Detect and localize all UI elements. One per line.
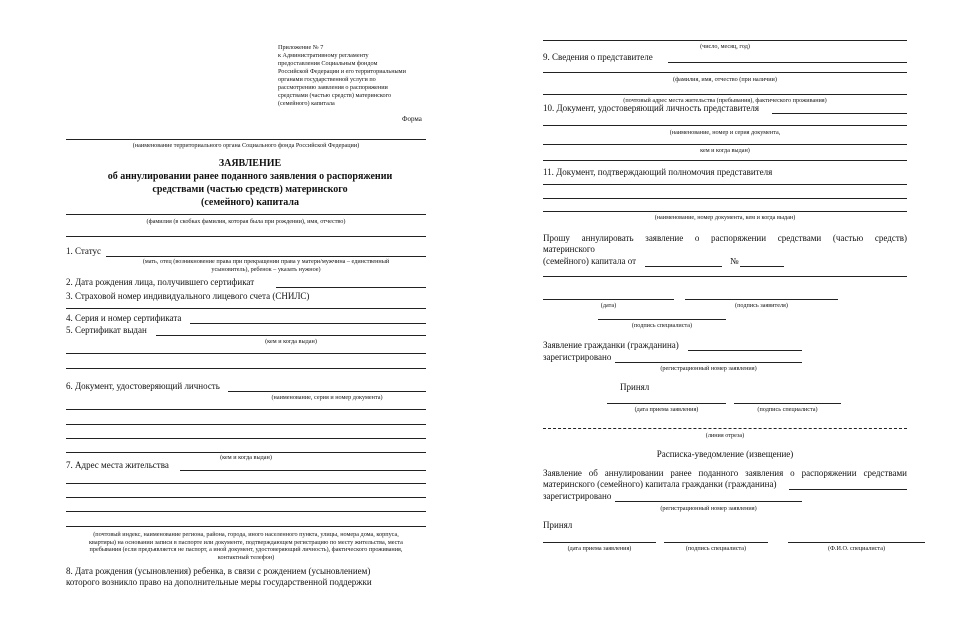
accept-spec-field[interactable] [734, 403, 841, 404]
child-birth-label-2: которого возникло право на дополнительные меры государственной поддержки [66, 577, 372, 587]
rep-date-line[interactable] [543, 40, 907, 41]
title-line: об аннулировании ранее поданного заявления о распоряжении [107, 171, 393, 182]
authority-line[interactable] [66, 139, 426, 140]
address-caption-line: (почтовый индекс, наименование региона, района, города, иного населенного пункта, улицы, номера дома, корпуса, [93, 531, 399, 538]
reg-number-field[interactable] [615, 362, 802, 363]
appendix-line: средствами (частью средств) материнского [278, 92, 392, 99]
rep-label: 9. Сведения о представителе [543, 52, 653, 62]
address-caption [62, 531, 430, 561]
cert-issued-field-3[interactable] [66, 368, 426, 369]
title-line: средствами (частью средств) материнского [152, 184, 348, 195]
request-number-field[interactable] [740, 266, 784, 267]
rep-doc-caption: (наименование, номер и серия документа, [669, 129, 781, 136]
appendix-line: рассмотрению заявления о распоряжении [278, 84, 388, 91]
sign-date-caption: (дата) [600, 302, 617, 309]
appendix-line: к Административному регламенту [278, 52, 369, 59]
address-field[interactable] [180, 470, 426, 471]
snils-field[interactable] [66, 308, 426, 309]
receipt-accepted: Принял [543, 520, 573, 530]
appendix-line: органами государственной услуги по [278, 76, 376, 83]
address-field-5[interactable] [66, 526, 426, 527]
cert-series-label: 4. Серия и номер сертификата [66, 313, 182, 323]
request-line-1: Прошу аннулировать заявление о распоряжении средствами (частью средств) [543, 233, 907, 243]
registered-label: зарегистрировано [543, 352, 612, 362]
receipt-reg-caption: (регистрационный номер заявления) [660, 505, 757, 512]
registered-app-field[interactable] [688, 350, 802, 351]
status-field[interactable] [106, 256, 426, 257]
receipt-date-caption: (дата приема заявления) [567, 545, 632, 552]
rep-power-label: 11. Документ, подтверждающий полномочия представителя [543, 167, 773, 177]
appendix-block [278, 44, 426, 108]
rep-doc-field-2[interactable] [543, 125, 907, 126]
id-doc-field-3[interactable] [66, 424, 426, 425]
receipt-date-field[interactable] [543, 542, 656, 543]
fio-line-2[interactable] [66, 236, 426, 237]
cert-issued-caption: (кем и когда выдан) [265, 338, 317, 345]
sign-specialist-field[interactable] [598, 319, 726, 320]
rep-doc-field[interactable] [772, 113, 907, 114]
rep-doc-issued-caption: кем и когда выдан) [700, 147, 750, 154]
receipt-fio-field[interactable] [788, 542, 925, 543]
sign-specialist-caption: (подпись специалиста) [631, 322, 693, 329]
fio-line[interactable] [66, 214, 426, 215]
receipt-reg-field[interactable] [615, 501, 802, 502]
id-doc-field-2[interactable] [66, 409, 426, 410]
snils-label: 3. Страховой номер индивидуального лицевого счета (СНИЛС) [66, 291, 310, 301]
receipt-registered: зарегистрировано [543, 491, 612, 501]
birth-date-label: 2. Дата рождения лица, получившего сертификат [66, 277, 255, 287]
registered-app-label: Заявление гражданки (гражданина) [543, 340, 679, 350]
accept-date-caption: (дата приема заявления) [634, 406, 699, 413]
request-line-3: (семейного) капитала от [543, 256, 637, 266]
rep-date-caption: (число, месяц, год) [700, 43, 750, 50]
address-field-2[interactable] [66, 483, 426, 484]
rep-power-field-2[interactable] [543, 198, 907, 199]
status-label: 1. Статус [66, 246, 101, 256]
id-doc-field-5[interactable] [66, 452, 426, 453]
form-label: Форма [402, 115, 422, 123]
appendix-line: Российской Федерации и его территориальными [278, 68, 406, 75]
sign-applicant-caption: (подпись заявителя) [735, 302, 788, 309]
rep-doc-field-3[interactable] [543, 144, 907, 145]
accepted-label: Принял [620, 382, 650, 392]
accept-date-field[interactable] [607, 403, 726, 404]
id-doc-label: 6. Документ, удостоверяющий личность [66, 381, 220, 391]
birth-date-field[interactable] [276, 287, 426, 288]
appendix-line: предоставления Социальным фондом [278, 60, 378, 67]
address-caption-line: пребывания (если предъявляется не паспорт, а иной документ, удостоверяющий личность), фактического проживания, [89, 546, 403, 553]
receipt-line-1: Заявление об аннулировании ранее поданного заявления о распоряжении средствами [543, 468, 907, 478]
rep-power-field[interactable] [543, 184, 907, 185]
rep-power-caption: (наименование, номер документа, кем и когда выдан) [654, 214, 796, 221]
receipt-title: Расписка-уведомление (извещение) [656, 449, 794, 459]
address-field-4[interactable] [66, 511, 426, 512]
cert-issued-label: 5. Сертификат выдан [66, 325, 147, 335]
address-caption-line: контактный телефон) [217, 553, 275, 561]
rep-fio-caption: (фамилия, имя, отчество (при наличии) [673, 76, 777, 83]
receipt-spec-caption: (подпись специалиста) [685, 545, 747, 552]
request-line-2: материнского [543, 244, 595, 254]
accept-spec-caption: (подпись специалиста) [757, 406, 818, 413]
request-date-field[interactable] [645, 266, 722, 267]
receipt-fio-caption: (Ф.И.О. специалиста) [827, 545, 886, 552]
appendix-line: Приложение № 7 [278, 44, 324, 51]
fio-caption: (фамилия (в скобках фамилия, которая была при рождении), имя, отчество) [146, 218, 346, 225]
address-label: 7. Адрес места жительства [66, 460, 169, 470]
rep-address-caption: (почтовый адрес места жительства (пребывания), фактического проживания) [623, 97, 827, 104]
title-line: ЗАЯВЛЕНИЕ [218, 158, 282, 169]
cert-issued-field-2[interactable] [66, 353, 426, 354]
rep-address-field[interactable] [543, 94, 907, 95]
status-caption-1: (мать, отец (возникновение права при прекращении права у матери/мужчина – единственный [142, 258, 390, 265]
address-caption-line: квартиры) на основании записи в паспорте или документе, подтверждающем регистрацию по месту жительства, места [89, 538, 403, 546]
cut-line [543, 428, 907, 429]
id-issued-caption: (кем и когда выдан) [220, 454, 272, 461]
id-doc-field[interactable] [228, 391, 426, 392]
authority-caption: (наименование территориального органа Социального фонда Российской Федерации) [132, 142, 360, 149]
reg-number-caption: (регистрационный номер заявления) [660, 365, 757, 372]
status-caption-2: усыновитель), ребенок – указать нужное) [211, 265, 321, 273]
title-line: (семейного) капитала [201, 197, 299, 208]
rep-power-field-3[interactable] [543, 211, 907, 212]
appendix-line: (семейного) капитала [278, 100, 335, 107]
rep-doc-label: 10. Документ, удостоверяющий личность представителя [543, 103, 760, 113]
cut-line-caption: (линия отреза) [705, 432, 745, 439]
rep-fio-field-2[interactable] [543, 72, 907, 73]
id-doc-caption: (наименование, серия и номер документа) [271, 394, 383, 401]
sign-applicant-field[interactable] [685, 299, 838, 300]
address-field-3[interactable] [66, 497, 426, 498]
cert-issued-field[interactable] [156, 335, 426, 336]
number-sign: № [730, 256, 739, 266]
child-birth-label-1: 8. Дата рождения (усыновления) ребенка, в связи с рождением (усыновлением) [66, 566, 371, 576]
sign-date-field[interactable] [543, 299, 674, 300]
rep-fio-field[interactable] [668, 62, 907, 63]
receipt-name-field[interactable] [789, 489, 907, 490]
id-doc-field-4[interactable] [66, 438, 426, 439]
receipt-spec-field[interactable] [664, 542, 768, 543]
cert-series-field[interactable] [190, 323, 426, 324]
rep-doc-field-4[interactable] [543, 160, 907, 161]
request-field-2[interactable] [543, 276, 907, 277]
document-title [90, 157, 410, 209]
receipt-line-2: материнского (семейного) капитала гражданки (гражданина) [543, 479, 777, 489]
